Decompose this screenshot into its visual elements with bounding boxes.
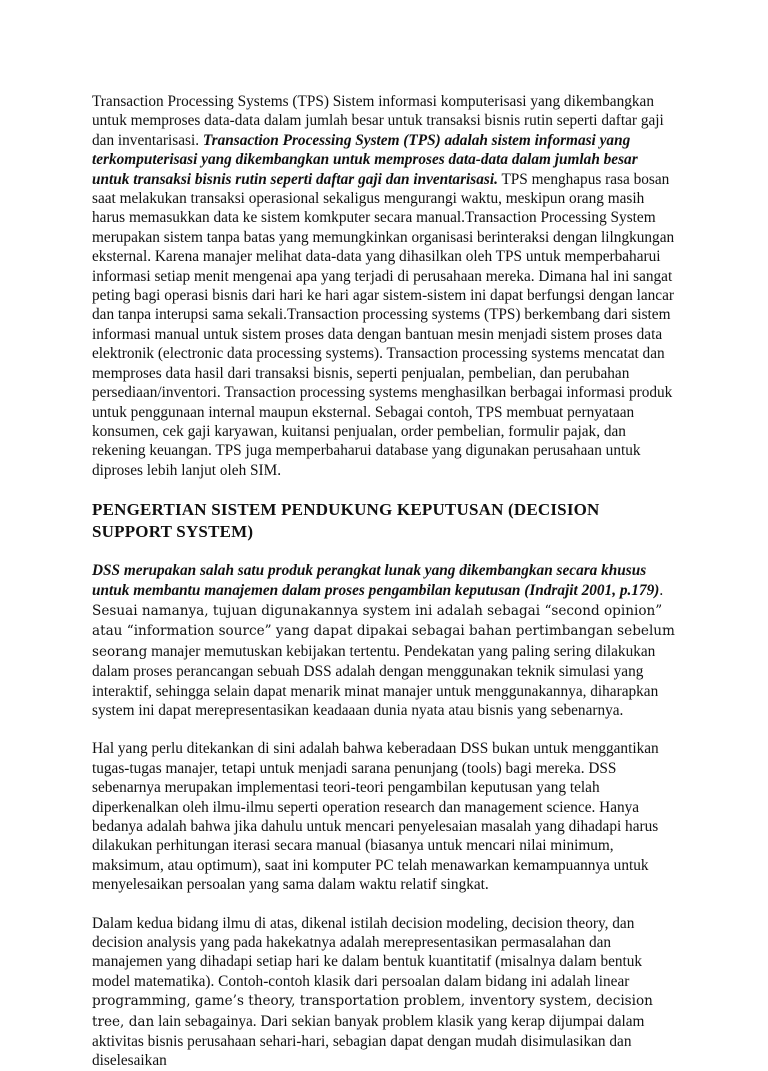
decision-modeling-text: Dalam kedua bidang ilmu di atas, dikenal istilah decision modeling, decision theory, dan decision analysis yang pada hakekatnya adalah merepresentasikan permasalahan dan manajemen yang dihadapi setiap hari ke dalam bentuk kuantitatif (misalnya dalam bentuk model matematika). Contoh-contoh klasik dari persoalan dalam bidang ini adalah linear	[92, 914, 643, 990]
tps-definition-emphasis: Transaction Processing System (TPS) adalah sistem informasi yang terkomputerisasi yang dikembangkan untuk memproses data-data dalam jumlah besar untuk transaksi bisnis rutin seperti daftar gaji dan inventarisasi.	[92, 131, 638, 188]
dss-definition-emphasis: DSS merupakan salah satu produk perangkat lunak yang dikembangkan secara khusus untuk membantu manajemen dalam proses pengambilan keputusan (Indrajit 2001, p.179)	[92, 562, 660, 599]
tps-intro-text: Transaction Processing Systems (TPS) Sistem informasi komputerisasi yang dikembangkan untuk memproses data-data dalam jumlah besar untuk transaksi bisnis rutin seperti daftar gaji dan inventarisasi.	[92, 93, 664, 149]
paragraph-tps	[92, 92, 678, 480]
dss-definition-period: .	[659, 581, 664, 599]
section-heading-dss: PENGERTIAN SISTEM PENDUKUNG KEPUTUSAN (DECISION SUPPORT SYSTEM)	[92, 500, 600, 542]
decision-examples-text: programming, game’s theory, transportation problem, inventory system, decision tree, dan	[92, 993, 653, 1030]
dss-second-opinion-text: Sesuai namanya, tujuan digunakannya system ini adalah sebagai “second opinion” atau “information source” yang dapat dipakai sebagai bahan pertimbangan sebelum seorang	[92, 602, 675, 660]
tps-body-text: TPS menghapus rasa bosan saat melakukan transaksi operasional sekaligus mengurangi waktu, meskipun orang masih harus memasukkan data ke sistem komkputer secara manual.Transaction Processing System merupakan sistem tanpa batas yang memungkinkan organisasi berinteraksi dengan lilngkungan eksternal. Karena manajer melihat data-data yang dihasilkan oleh TPS untuk memperbaharui informasi setiap menit mengenai apa yang terjadi di perusahaan mereka. Dimana hal ini sangat peting bagi operasi bisnis dari hari ke hari agar sistem-sistem ini dapat berfungsi dengan lancar dan tanpa interupsi sama sekali.Transaction processing systems (TPS) berkembang dari sistem informasi manual untuk sistem proses data dengan bantuan mesin menjadi sistem proses data elektronik (electronic data processing systems). Transaction processing systems mencatat dan memproses data hasil dari transaksi bisnis, seperti penjualan, pembelian, dan perubahan persediaan/inventori. Transaction processing systems menghasilkan berbagai informasi produk untuk penggunaan internal maupun eksternal. Sebagai contoh, TPS membuat pernyataan konsumen, cek gaji karyawan, kuitansi penjualan, order pembelian, formulir pajak, dan rekening keuangan. TPS juga memperbaharui database yang digunakan perusahaan untuk diproses lebih lanjut oleh SIM.	[92, 170, 675, 479]
paragraph-dss-tools: Hal yang perlu ditekankan di sini adalah bahwa keberadaan DSS bukan untuk menggantikan tugas-tugas manajer, tetapi untuk menjadi sarana penunjang (tools) bagi mereka. DSS sebenarnya merupakan implementasi teori-teori pengambilan keputusan yang telah diperkenalkan oleh ilmu-ilmu seperti operation research dan management science. Hanya bedanya adalah bahwa jika dahulu untuk mencari penyelesaian masalah yang dihadapi harus dilakukan perhitungan iterasi secara manual (biasanya untuk mencari nilai minimum, maksimum, atau optimum), saat ini komputer PC telah menawarkan kemampuannya untuk menyelesaikan persoalan yang sama dalam waktu relatif singkat.	[92, 740, 659, 894]
paragraph-dss-definition	[92, 561, 678, 720]
decision-modeling-tail-text: lain sebagainya. Dari sekian banyak problem klasik yang kerap dijumpai dalam aktivitas bisnis perusahaan sehari-hari, sebagian dapat dengan mudah disimulasikan dan diselesaikan	[92, 1012, 645, 1070]
dss-body-text: manajer memutuskan kebijakan tertentu. Pendekatan yang paling sering dilakukan dalam proses perancangan sebuah DSS adalah dengan menggunakan teknik simulasi yang interaktif, sehingga selain dapat menarik minat manajer untuk menggunakannya, diharapkan system ini dapat merepresentasikan keadaaan dunia nyata atau bisnis yang sebenarnya.	[92, 642, 659, 719]
paragraph-decision-modeling	[92, 914, 678, 1071]
